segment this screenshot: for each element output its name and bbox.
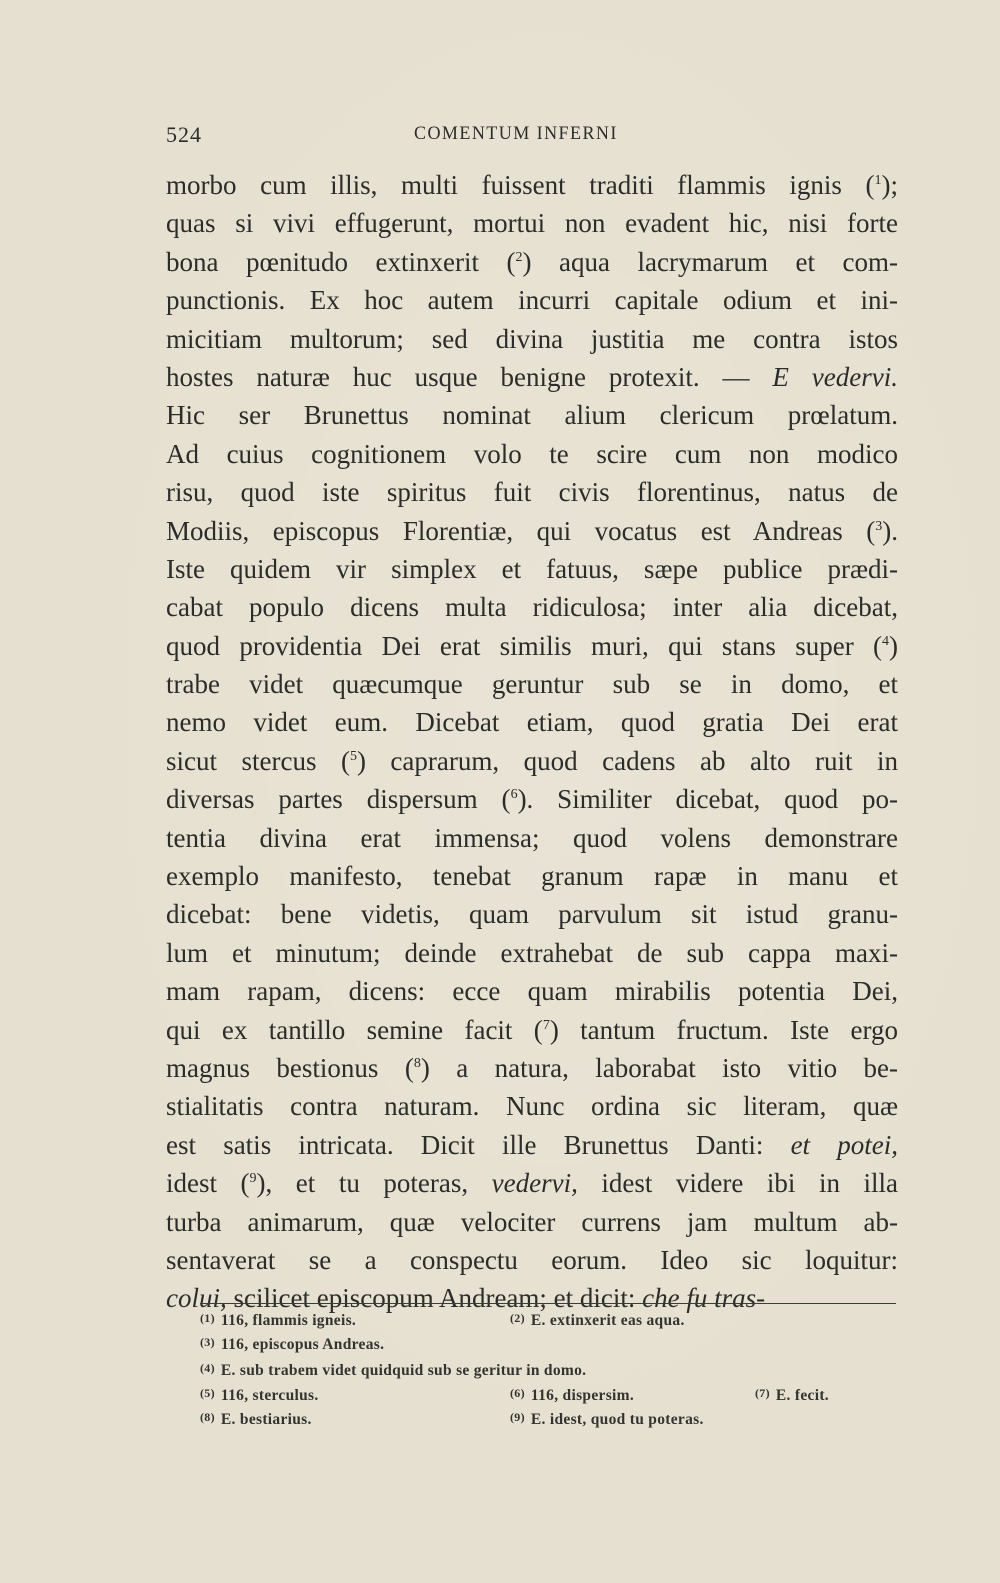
page-header bbox=[166, 122, 898, 150]
text-run: diversas partes dispersum ( bbox=[166, 784, 511, 815]
running-head: COMENTUM INFERNI bbox=[414, 123, 618, 144]
text-line bbox=[166, 1049, 898, 1087]
italic-lemma: che fu tras- bbox=[642, 1283, 766, 1314]
footnote-text: E. bestiarius. bbox=[220, 1411, 312, 1428]
text-run: quas si vivi effugerunt, mortui non evadent hic, nisi forte bbox=[166, 208, 898, 239]
text-line bbox=[166, 1011, 898, 1049]
italic-lemma: E vedervi. bbox=[772, 361, 898, 392]
text-run: ); bbox=[881, 170, 898, 200]
footnote-text: E. sub trabem videt quidquid sub se geritur in domo. bbox=[220, 1362, 587, 1379]
text-line bbox=[166, 780, 898, 818]
footnote-ref: 8 bbox=[413, 1055, 421, 1071]
text-line bbox=[166, 1087, 898, 1125]
text-run: trabe videt quæcumque geruntur sub se in domo, et bbox=[166, 669, 898, 700]
text-run: hostes naturæ huc usque benigne protexit. — bbox=[166, 361, 773, 392]
text-run: idest ( bbox=[166, 1168, 250, 1199]
footnote-8 bbox=[200, 1410, 312, 1429]
text-line bbox=[166, 895, 898, 933]
text-line bbox=[166, 1164, 898, 1202]
footnotes bbox=[200, 1311, 900, 1431]
page-number: 524 bbox=[166, 122, 202, 147]
text-run: ). bbox=[882, 515, 898, 546]
footnote-text: E. extinxerit eas aqua. bbox=[530, 1312, 685, 1329]
text-run: turba animarum, quæ velociter currens jam multum ab- bbox=[166, 1206, 898, 1237]
footnote-mark: (1) bbox=[200, 1311, 215, 1325]
text-line bbox=[166, 512, 898, 550]
footnote-mark: (5) bbox=[200, 1386, 215, 1400]
text-run: ) bbox=[889, 630, 898, 661]
text-run: nemo videt eum. Dicebat etiam, quod gratia Dei erat bbox=[166, 707, 898, 738]
text-line bbox=[166, 204, 898, 242]
footnote-text: 116, flammis igneis. bbox=[220, 1312, 357, 1329]
footnote-2 bbox=[510, 1311, 685, 1330]
footnote-ref: 9 bbox=[249, 1171, 257, 1187]
footnote-ref: 7 bbox=[542, 1017, 550, 1033]
footnote-4 bbox=[200, 1361, 586, 1380]
footnote-mark: (9) bbox=[510, 1410, 525, 1424]
text-run: mam rapam, dicens: ecce quam mirabilis potentia Dei, bbox=[166, 976, 898, 1007]
text-line bbox=[166, 281, 898, 319]
text-line bbox=[166, 934, 898, 972]
footnote-mark: (6) bbox=[510, 1386, 525, 1400]
footnote-3 bbox=[200, 1335, 384, 1354]
footnote-mark: (2) bbox=[510, 1311, 525, 1325]
text-line bbox=[166, 972, 898, 1010]
text-run: idest videre ibi in illa bbox=[577, 1168, 898, 1199]
footnote-ref: 5 bbox=[349, 748, 357, 764]
text-run: est satis intricata. Dicit ille Brunettus Danti: bbox=[166, 1129, 791, 1160]
text-line bbox=[166, 473, 898, 511]
text-run: exemplo manifesto, tenebat granum rapæ in manu et bbox=[166, 861, 898, 892]
text-line bbox=[166, 358, 898, 396]
text-run: Ad cuius cognitionem volo te scire cum non modico bbox=[166, 438, 898, 469]
footnote-text: 116, dispersim. bbox=[530, 1387, 635, 1404]
text-line bbox=[166, 857, 898, 895]
text-run: ) aqua lacrymarum et com- bbox=[522, 246, 898, 277]
text-run: ) a natura, laborabat isto vitio be- bbox=[420, 1052, 898, 1083]
text-run: ) tantum fructum. Iste ergo bbox=[549, 1014, 898, 1045]
text-run: dicebat: bene videtis, quam parvulum sit istud granu- bbox=[166, 899, 898, 930]
text-line bbox=[166, 435, 898, 473]
footnote-5 bbox=[200, 1386, 319, 1405]
body-text bbox=[166, 166, 898, 1318]
text-run: qui ex tantillo semine facit ( bbox=[166, 1014, 543, 1045]
footnote-6 bbox=[510, 1386, 634, 1405]
text-run: Iste quidem vir simplex et fatuus, sæpe publice prædi- bbox=[166, 553, 898, 584]
italic-lemma: vedervi, bbox=[491, 1168, 578, 1199]
text-run: stialitatis contra naturam. Nunc ordina sic literam, quæ bbox=[166, 1091, 898, 1122]
text-run: scilicet episcopum Andream; et dicit: bbox=[226, 1283, 643, 1314]
text-line bbox=[166, 550, 898, 588]
footnote-mark: (4) bbox=[200, 1361, 215, 1375]
text-run: tentia divina erat immensa; quod volens demonstrare bbox=[166, 822, 898, 853]
text-run: sentaverat se a conspectu eorum. Ideo sic loquitur: bbox=[166, 1244, 898, 1275]
text-run: risu, quod iste spiritus fuit civis florentinus, natus de bbox=[166, 477, 898, 508]
footnote-text: 116, sterculus. bbox=[220, 1387, 319, 1404]
text-run: morbo cum illis, multi fuissent traditi flammis ignis ( bbox=[166, 170, 875, 200]
text-line bbox=[166, 396, 898, 434]
text-line bbox=[166, 1241, 898, 1279]
text-run: Modiis, episcopus Florentiæ, qui vocatus est Andreas ( bbox=[166, 515, 876, 546]
text-run: sicut stercus ( bbox=[166, 745, 350, 776]
text-run: ), et tu poteras, bbox=[256, 1168, 492, 1199]
text-run: punctionis. Ex hoc autem incurri capitale odium et ini- bbox=[166, 285, 898, 316]
text-run: magnus bestionus ( bbox=[166, 1052, 414, 1083]
text-line bbox=[166, 703, 898, 741]
text-line bbox=[166, 1126, 898, 1164]
footnote-ref: 1 bbox=[874, 173, 882, 188]
text-run: lum et minutum; deinde extrahebat de sub cappa maxi- bbox=[166, 937, 898, 968]
text-line bbox=[166, 819, 898, 857]
footnote-mark: (8) bbox=[200, 1410, 215, 1424]
text-line bbox=[166, 588, 898, 626]
footnote-mark: (3) bbox=[200, 1335, 215, 1349]
footnote-ref: 2 bbox=[515, 249, 523, 265]
text-line bbox=[166, 243, 898, 281]
footnote-ref: 6 bbox=[510, 787, 518, 803]
text-run: micitiam multorum; sed divina justitia me contra istos bbox=[166, 323, 898, 354]
footnote-1 bbox=[200, 1311, 356, 1330]
footnote-mark: (7) bbox=[755, 1386, 770, 1400]
text-line bbox=[166, 1203, 898, 1241]
footnote-text: 116, episcopus Andreas. bbox=[220, 1336, 385, 1353]
italic-lemma: et potei, bbox=[790, 1129, 898, 1160]
text-run: quod providentia Dei erat similis muri, qui stans super ( bbox=[166, 630, 882, 661]
text-line bbox=[166, 665, 898, 703]
text-run: bona pœnitudo extinxerit ( bbox=[166, 246, 516, 277]
text-line bbox=[166, 320, 898, 358]
footnote-text: E. fecit. bbox=[775, 1387, 829, 1404]
text-run: ). Similiter dicebat, quod po- bbox=[517, 784, 898, 815]
text-run: ) caprarum, quod cadens ab alto ruit in bbox=[356, 745, 898, 776]
italic-lemma: colui, bbox=[166, 1283, 227, 1314]
footnote-ref: 4 bbox=[882, 633, 889, 649]
text-line bbox=[166, 742, 898, 780]
footnote-7 bbox=[755, 1386, 829, 1405]
footnote-text: E. idest, quod tu poteras. bbox=[530, 1411, 704, 1428]
footnote-ref: 3 bbox=[875, 518, 883, 534]
footnote-9 bbox=[510, 1410, 704, 1429]
text-line bbox=[166, 627, 898, 665]
text-line bbox=[166, 166, 898, 204]
footnote-rule bbox=[200, 1303, 896, 1304]
text-run: Hic ser Brunettus nominat alium clericum prœlatum. bbox=[166, 400, 898, 431]
text-run: cabat populo dicens multa ridiculosa; inter alia dicebat, bbox=[166, 592, 898, 623]
